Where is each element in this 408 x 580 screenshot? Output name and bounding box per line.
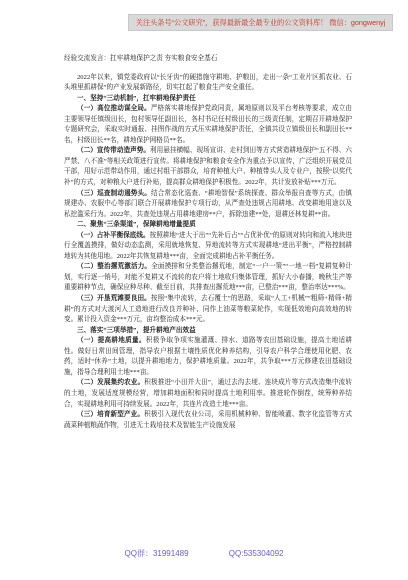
paragraph-text: 结合常态化巡查、“耕地智保”系统探查、群众举报自查等方式，由镇规建办、农服中心等部门联合开展耕地保护专项行动，从严查处违规占用耕地、改变耕地用途以及私挖滥采行为。2022年，共查处违规占用耕地建房**户，拆除违建**处，退耕还林复耕**亩。 bbox=[64, 189, 352, 218]
subheading: （一）提高耕地质量。 bbox=[77, 337, 146, 345]
body-paragraph bbox=[64, 146, 352, 188]
body-paragraph bbox=[64, 378, 352, 410]
paragraph-text: 积极推进“小田并大田”，通过去沟去埂、连块成片等方式改造集中流转的土地，发展适度规模经营，增加耕地面积和同时提高土地利用率。推进轮作倒茬，统筹种养结合，实现耕地利用可持续发展。2022年，共连片改造土地***亩。 bbox=[64, 379, 353, 408]
subheading: （三）培育新型产业。 bbox=[77, 411, 145, 419]
subheading: （二）整治撂荒激活力。 bbox=[77, 263, 152, 271]
body-paragraph bbox=[64, 231, 352, 263]
section-heading: 一、坚持“三动机制”，扛牢耕地保护责任 bbox=[77, 94, 196, 102]
section-heading: 三、落实“三项举措”，提升耕地产出效益 bbox=[77, 326, 196, 334]
body-paragraph bbox=[64, 104, 352, 146]
footer-contacts bbox=[0, 548, 408, 559]
subheading: （二）发展集约农业。 bbox=[77, 379, 145, 387]
subheading: （二）宣传带动造声势。 bbox=[77, 147, 150, 155]
paragraph-text: 积极争取争项实施灌溉、排水、道路等农田基础设施，提高土地适耕性。做好日常田间管理，指导农户根据土壤性质优化种养结构，引导农户科学合理使用化肥、农药，适时“休养”土地，以提升耕地地力，保护耕地质量。2022年，共争取***万元修建农田基础设施，指导合理利用土地***亩。 bbox=[64, 337, 353, 376]
subheading: （一）高位推动谋全局。 bbox=[77, 105, 151, 113]
paragraph-text: 按照耕地“进大于出”“先补后占”“占优补优”的原则对转向和流入地块进行全覆盖摸排，做好动态监测，采用就地恢复、异地流转等方式实现耕地“进出平衡”，严格控制耕地转为其他用地。2022年共恢复耕地***亩，全面完成耕地占补平衡任务。 bbox=[64, 231, 353, 260]
body-paragraph bbox=[64, 73, 352, 94]
body-paragraph bbox=[64, 294, 352, 326]
subheading: （三）开垦荒滩要良田。 bbox=[77, 295, 151, 303]
paragraph-text: 按照“集中流转，去石覆土”的思路，采取“人工+机械”“粗筛+精筛+精耕”的方式对大渡河人工造地进行改良并种补、同作上油菜等粮菜轮作，实现低效地向高效地的转变。累计投入资金***万元，亩均整治成本***元。 bbox=[64, 295, 352, 324]
qq-contact: QQ:535304092 bbox=[228, 549, 284, 558]
body-paragraph bbox=[64, 189, 352, 221]
promo-banner: 关注头条号“公文研究”，获得最新最全最专业的公文资料库！ 微信：gongwenyj bbox=[128, 14, 393, 31]
qq-group: QQ群：31991489 bbox=[124, 549, 189, 558]
subheading: （三）巡查制动遏势头。 bbox=[77, 189, 151, 197]
body-paragraph bbox=[64, 410, 352, 431]
section-heading: 二、聚焦“三条渠道”，保障耕地增量提质 bbox=[77, 221, 196, 229]
paragraph-text: 利用悬挂横幅、现场宣讲、走村到田等方式营造耕地保护“五不得、六严禁、八不准”等相关政策进行宣传。将耕地保护和粮食安全作为重点予以宣传，广泛组织开展党员干部，用好示范带动作用，通过村组干部群众，培育种植大户、种植带头人及专业户，按照“以奖代补”的方式，对种粮大户进行补贴，提高群众耕地保护积极性。2022年，共计发放补贴***万元。 bbox=[64, 147, 352, 187]
paragraph-text: 严格落实耕地保护党政同责，属地原则以及平台考核等要求，成立由主要领导任镇级田长，包村领导任副田长，各村书记任村级田长的三级责任制，定期召开耕地保护专题研究会，采取实时通报、挂图作战的方式压实耕地保护责任，全镇共设立镇级田长和副田长**名，村级田长**名，耕地保护网格员**名。 bbox=[64, 105, 352, 144]
body-paragraph bbox=[64, 262, 352, 294]
document-body bbox=[64, 54, 352, 431]
paragraph-text: 全面摸排和分类整治撂荒地，制定“一户一策”“一地一档”复耕复种计划，实行逐一销号，对能不复耕又不流转的农户将土地收归集体管理，抓好大小春播，晚秋生产等重要耕种节点，确保应种尽种、截至目前，共排查出撂荒地***亩，已整治***亩，整治率达***%。 bbox=[64, 263, 352, 292]
document-title: 经验交流发言：扛牢耕地保护之责 夯实粮食安全基石 bbox=[64, 55, 218, 62]
subheading: （一）占补平衡保底线。 bbox=[77, 231, 150, 239]
paragraph-text: 2022年以来，镇党委政府以“长牙齿”的硬措施守耕地、护粮田，走出一条“工业片区抓农业、石头堆里抓耕保”的产业发展新路径，切实扛起了粮食生产安全重任。 bbox=[64, 73, 352, 92]
body-paragraph bbox=[64, 336, 352, 378]
paragraph-text: 积极引入现代农业公司，采用机械种种、智能喷灌、数字化监管等方式蔬菜种植粮蔬作物，引进无土栽培技术及智能生产设施发展 bbox=[64, 411, 353, 429]
